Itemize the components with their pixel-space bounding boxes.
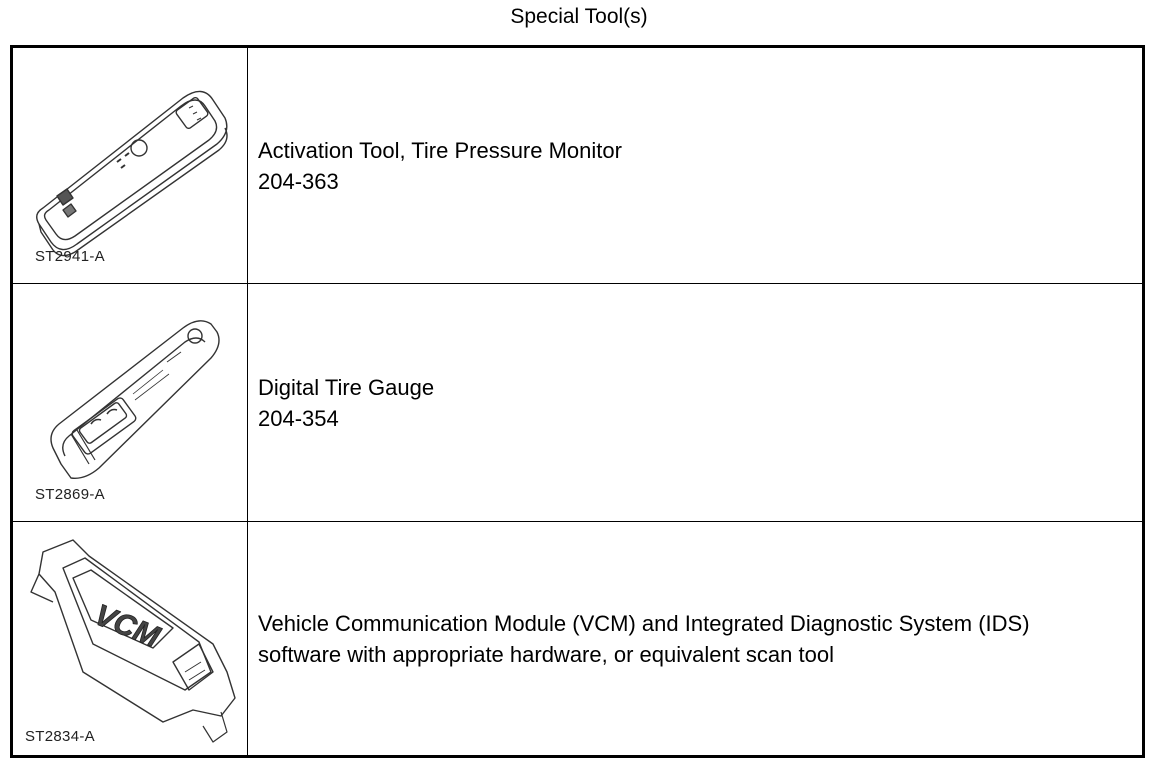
tool-name: Activation Tool, Tire Pressure Monitor <box>258 137 622 163</box>
tool-name-continued: software with appropriate hardware, or equivalent scan tool <box>258 641 834 667</box>
tool-description-cell <box>258 48 1142 283</box>
page-title: Special Tool(s) <box>510 5 648 28</box>
vcm-logo: VCM <box>89 598 165 655</box>
tool-number: 204-363 <box>258 168 339 194</box>
tool-name: Vehicle Communication Module (VCM) and Integrated Diagnostic System (IDS) <box>258 610 1030 636</box>
figure-code: ST2941-A <box>35 248 105 265</box>
tool-number: 204-354 <box>258 405 339 431</box>
figure-code: ST2834-A <box>25 728 95 745</box>
table-row <box>13 522 1142 755</box>
table-row <box>13 48 1142 284</box>
vcm-module-icon <box>13 522 248 755</box>
figure-code: ST2869-A <box>35 486 105 503</box>
tool-name: Digital Tire Gauge <box>258 374 435 400</box>
tool-description-cell <box>258 284 1142 521</box>
tool-image-cell <box>13 522 248 755</box>
special-tools-table <box>10 45 1145 758</box>
tool-image-cell <box>13 284 248 521</box>
tool-description-cell <box>258 522 1142 755</box>
tool-image-cell <box>13 48 248 283</box>
table-row <box>13 284 1142 522</box>
